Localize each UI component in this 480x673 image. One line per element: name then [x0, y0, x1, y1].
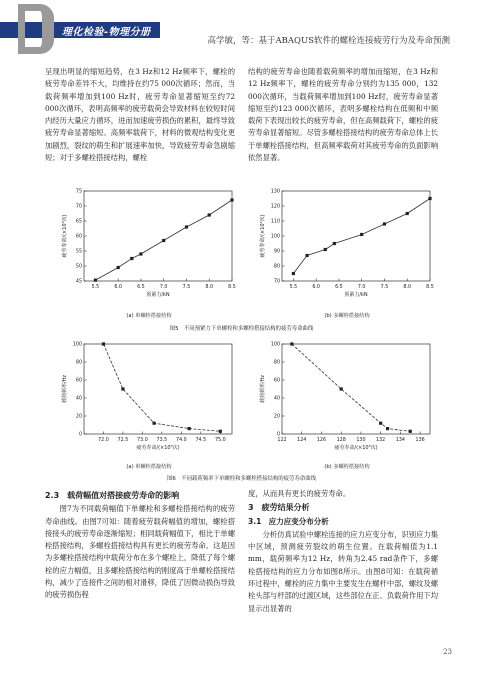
plot-frame: [282, 344, 430, 434]
y-tick-label: 65: [75, 219, 82, 225]
paragraph-continuation: 度，从而具有更长的疲劳寿命。: [248, 489, 351, 498]
data-point: [230, 198, 233, 201]
y-tick-label: 40: [273, 396, 280, 402]
data-point: [428, 197, 431, 200]
x-tick-label: 128: [336, 438, 346, 443]
x-tick-label: 130: [356, 438, 366, 443]
plot-frame: [84, 191, 232, 281]
section-heading-2-3: 2.3 载荷幅值对搭接疲劳寿命的影响: [45, 491, 180, 500]
paragraph: 图7为不同载荷幅值下单螺栓和多螺栓搭接结构的疲劳寿命曲线。由图7可知：随着疲劳载荷幅值的增加，螺栓搭接接头的疲劳寿命逐渐缩短；相同载荷幅值下，相比于单螺栓搭接结构，多螺栓搭接结构具有更长的疲劳寿命。这是因为多螺栓搭接结构中载荷分布在多个螺栓上，降低了每个螺栓的应力幅值，且多螺栓搭接结构的刚度高于单螺栓搭接结构，减少了连接件之间的相对滑移，降低了因微动损伤导致的疲劳损伤程: [45, 504, 235, 600]
x-tick-label: 75.0: [214, 438, 226, 443]
x-tick-label: 72.5: [117, 438, 129, 443]
fig6b-chart: [258, 340, 436, 458]
section-heading-3: 3 疲劳结果分析: [248, 503, 310, 513]
y-tick-label: 120: [270, 204, 280, 210]
fig6-caption: 图6 不同载荷频率下单螺栓和多螺栓搭接结构的疲劳寿命曲线: [167, 476, 316, 482]
x-tick-label: 6.5: [137, 285, 145, 290]
x-axis-label: 预紧力/kN: [146, 292, 170, 298]
data-point: [117, 266, 120, 269]
x-tick-label: 126: [316, 438, 327, 443]
section-heading-3-1: 3.1 应力应变分布分析: [248, 516, 329, 526]
y-tick-label: 40: [75, 396, 82, 402]
data-point: [379, 422, 382, 425]
fig5-caption: 图5 不同预紧力下单螺栓和多螺栓搭接结构的疲劳寿命曲线: [169, 326, 314, 332]
y-tick-label: 70: [273, 279, 280, 285]
data-point: [406, 212, 409, 215]
x-tick-label: 74.0: [176, 438, 187, 443]
data-point: [340, 387, 343, 390]
data-point: [324, 248, 327, 251]
x-tick-label: 73.0: [137, 438, 148, 443]
x-tick-label: 8.0: [403, 285, 412, 290]
page-header: [0, 0, 480, 58]
x-tick-label: 7.5: [380, 285, 389, 290]
y-tick-label: 45: [75, 279, 82, 285]
x-tick-label: 8.5: [426, 285, 434, 290]
journal-logo-text: 理化检验-物理分册: [62, 27, 151, 38]
data-point: [360, 233, 363, 236]
y-tick-label: 130: [270, 189, 280, 195]
fig5b-subcaption: (b) 多螺栓搭接结构: [324, 313, 370, 319]
x-tick-label: 132: [376, 438, 386, 443]
data-point: [333, 242, 336, 245]
y-tick-label: 60: [75, 378, 82, 384]
x-tick-label: 7.0: [357, 285, 366, 290]
x-tick-label: 8.0: [205, 285, 214, 290]
y-tick-label: 50: [75, 264, 82, 270]
x-tick-label: 5.5: [91, 285, 100, 290]
data-point: [139, 252, 142, 255]
data-point: [121, 387, 124, 390]
x-tick-label: 122: [277, 438, 287, 443]
fig5b-chart: [258, 187, 436, 305]
x-tick-label: 6.5: [335, 285, 343, 290]
x-tick-label: 73.5: [156, 438, 168, 443]
y-tick-label: 0: [78, 432, 82, 438]
series-line: [104, 344, 221, 431]
y-tick-label: 80: [75, 360, 82, 366]
y-tick-label: 20: [273, 414, 280, 420]
x-tick-label: 134: [395, 438, 405, 443]
y-tick-label: 70: [75, 204, 82, 210]
y-tick-label: 90: [273, 249, 280, 255]
paragraph: 分析仿真试验中螺栓连接的应力应变分布，识别应力集中区域，预测疲劳裂纹的萌生位置。在载荷幅值为1.1 mm，载荷频率为12 Hz，转角为2.45 rad条件下，多螺栓搭接结构的应力分布如图8所示。由图8可知：在载荷循环过程中，螺栓的应力集中主要发生在螺杆中部，螺纹及螺栓头部与杆部的过渡区域，这些部位在正、负载荷作用下均显示出显著的: [248, 529, 438, 613]
x-tick-label: 6.0: [312, 285, 320, 290]
data-point: [383, 222, 386, 225]
paragraph: 呈现出明显的缩短趋势，在3 Hz和12 Hz频率下，螺栓的疲劳寿命差异不大，均维持在约75 000次循环；然而，当载荷频率增加到100 Hz时，疲劳寿命显著缩短至约72 000次循环，表明高频率的疲劳载荷会导致材料在较短时间内经历大量应力循环，进而加速疲劳损伤的累积，最终导致疲劳寿命显著缩短。高频率载荷下，材料的微观结构变化更加剧烈，裂纹的萌生和扩展速率加快，导致疲劳寿命急剧缩短；对于多螺栓搭接结构，螺栓: [45, 67, 235, 163]
fig5a-subcaption: (a) 单螺栓搭接结构: [126, 313, 172, 319]
fig6a-chart: [60, 340, 238, 458]
fig6b-subcaption: (b) 多螺栓搭接结构: [324, 464, 370, 470]
running-title: 高学敏，等：基于ABAQUS软件的螺栓连接疲劳行为及寿命预测: [207, 36, 450, 46]
x-tick-label: 72.0: [98, 438, 109, 443]
x-tick-label: 5.5: [289, 285, 298, 290]
y-axis-label: 疲劳寿命/(×10³次): [62, 214, 68, 258]
y-tick-label: 110: [270, 219, 280, 225]
x-axis-label: 预紧力/kN: [344, 292, 368, 298]
data-point: [219, 430, 222, 433]
x-tick-label: 136: [415, 438, 425, 443]
data-point: [94, 279, 97, 282]
y-tick-label: 60: [75, 234, 82, 240]
y-tick-label: 80: [273, 264, 280, 270]
data-point: [208, 213, 211, 216]
y-axis-label: 载荷频率/Hz: [62, 374, 68, 404]
x-tick-label: 74.5: [195, 438, 207, 443]
series-line: [292, 344, 410, 431]
y-tick-label: 20: [75, 414, 82, 420]
x-tick-label: 7.0: [159, 285, 168, 290]
x-tick-label: 8.5: [228, 285, 236, 290]
y-tick-label: 100: [270, 342, 280, 348]
y-axis-label: 载荷频率/Hz: [260, 374, 266, 404]
y-tick-label: 75: [75, 189, 82, 195]
x-axis-label: 疲劳寿命/(×10³次): [334, 445, 378, 451]
data-point: [409, 430, 412, 433]
x-tick-label: 7.5: [182, 285, 191, 290]
left-column-bottom: [45, 488, 235, 602]
y-tick-label: 100: [270, 234, 280, 240]
data-point: [153, 422, 156, 425]
right-column-bottom: [248, 488, 438, 615]
data-point: [305, 254, 308, 257]
x-axis-label: 疲劳寿命/(×10³次): [136, 445, 180, 451]
data-point: [185, 225, 188, 228]
data-point: [130, 257, 133, 260]
x-tick-label: 124: [297, 438, 307, 443]
page-number: 23: [443, 648, 452, 656]
fig5a-chart: [60, 187, 238, 305]
data-point: [162, 239, 165, 242]
plot-frame: [84, 344, 232, 434]
y-tick-label: 100: [72, 342, 82, 348]
y-tick-label: 55: [75, 249, 82, 255]
y-tick-label: 0: [276, 432, 280, 438]
data-point: [386, 427, 389, 430]
journal-logo-icon: [18, 4, 54, 54]
data-point: [102, 342, 105, 345]
y-axis-label: 疲劳寿命/(×10³次): [260, 214, 266, 258]
right-column-top: [248, 66, 438, 164]
x-tick-label: 6.0: [114, 285, 122, 290]
left-column-top: [45, 66, 235, 164]
data-point: [292, 272, 295, 275]
y-tick-label: 60: [273, 378, 280, 384]
fig6a-subcaption: (a) 单螺栓搭接结构: [126, 464, 172, 470]
data-point: [188, 427, 191, 430]
data-point: [290, 342, 293, 345]
y-tick-label: 80: [273, 360, 280, 366]
paragraph: 结构的疲劳寿命也随着载荷频率的增加而缩短，在3 Hz和12 Hz频率下，螺栓的疲劳寿命分别约为135 000，132 000次循环，当载荷频率增加到100 Hz时，疲劳寿命显著缩短至约123 000次循环，表明多螺栓结构在低频和中频载荷下表现出较长的疲劳寿命，但在高频载荷下，螺栓的疲劳寿命显著缩短。尽管多螺栓搭接结构的疲劳寿命总体上长于单螺栓搭接结构，但高频率载荷对其疲劳寿命的负面影响依然显著。: [248, 67, 438, 163]
